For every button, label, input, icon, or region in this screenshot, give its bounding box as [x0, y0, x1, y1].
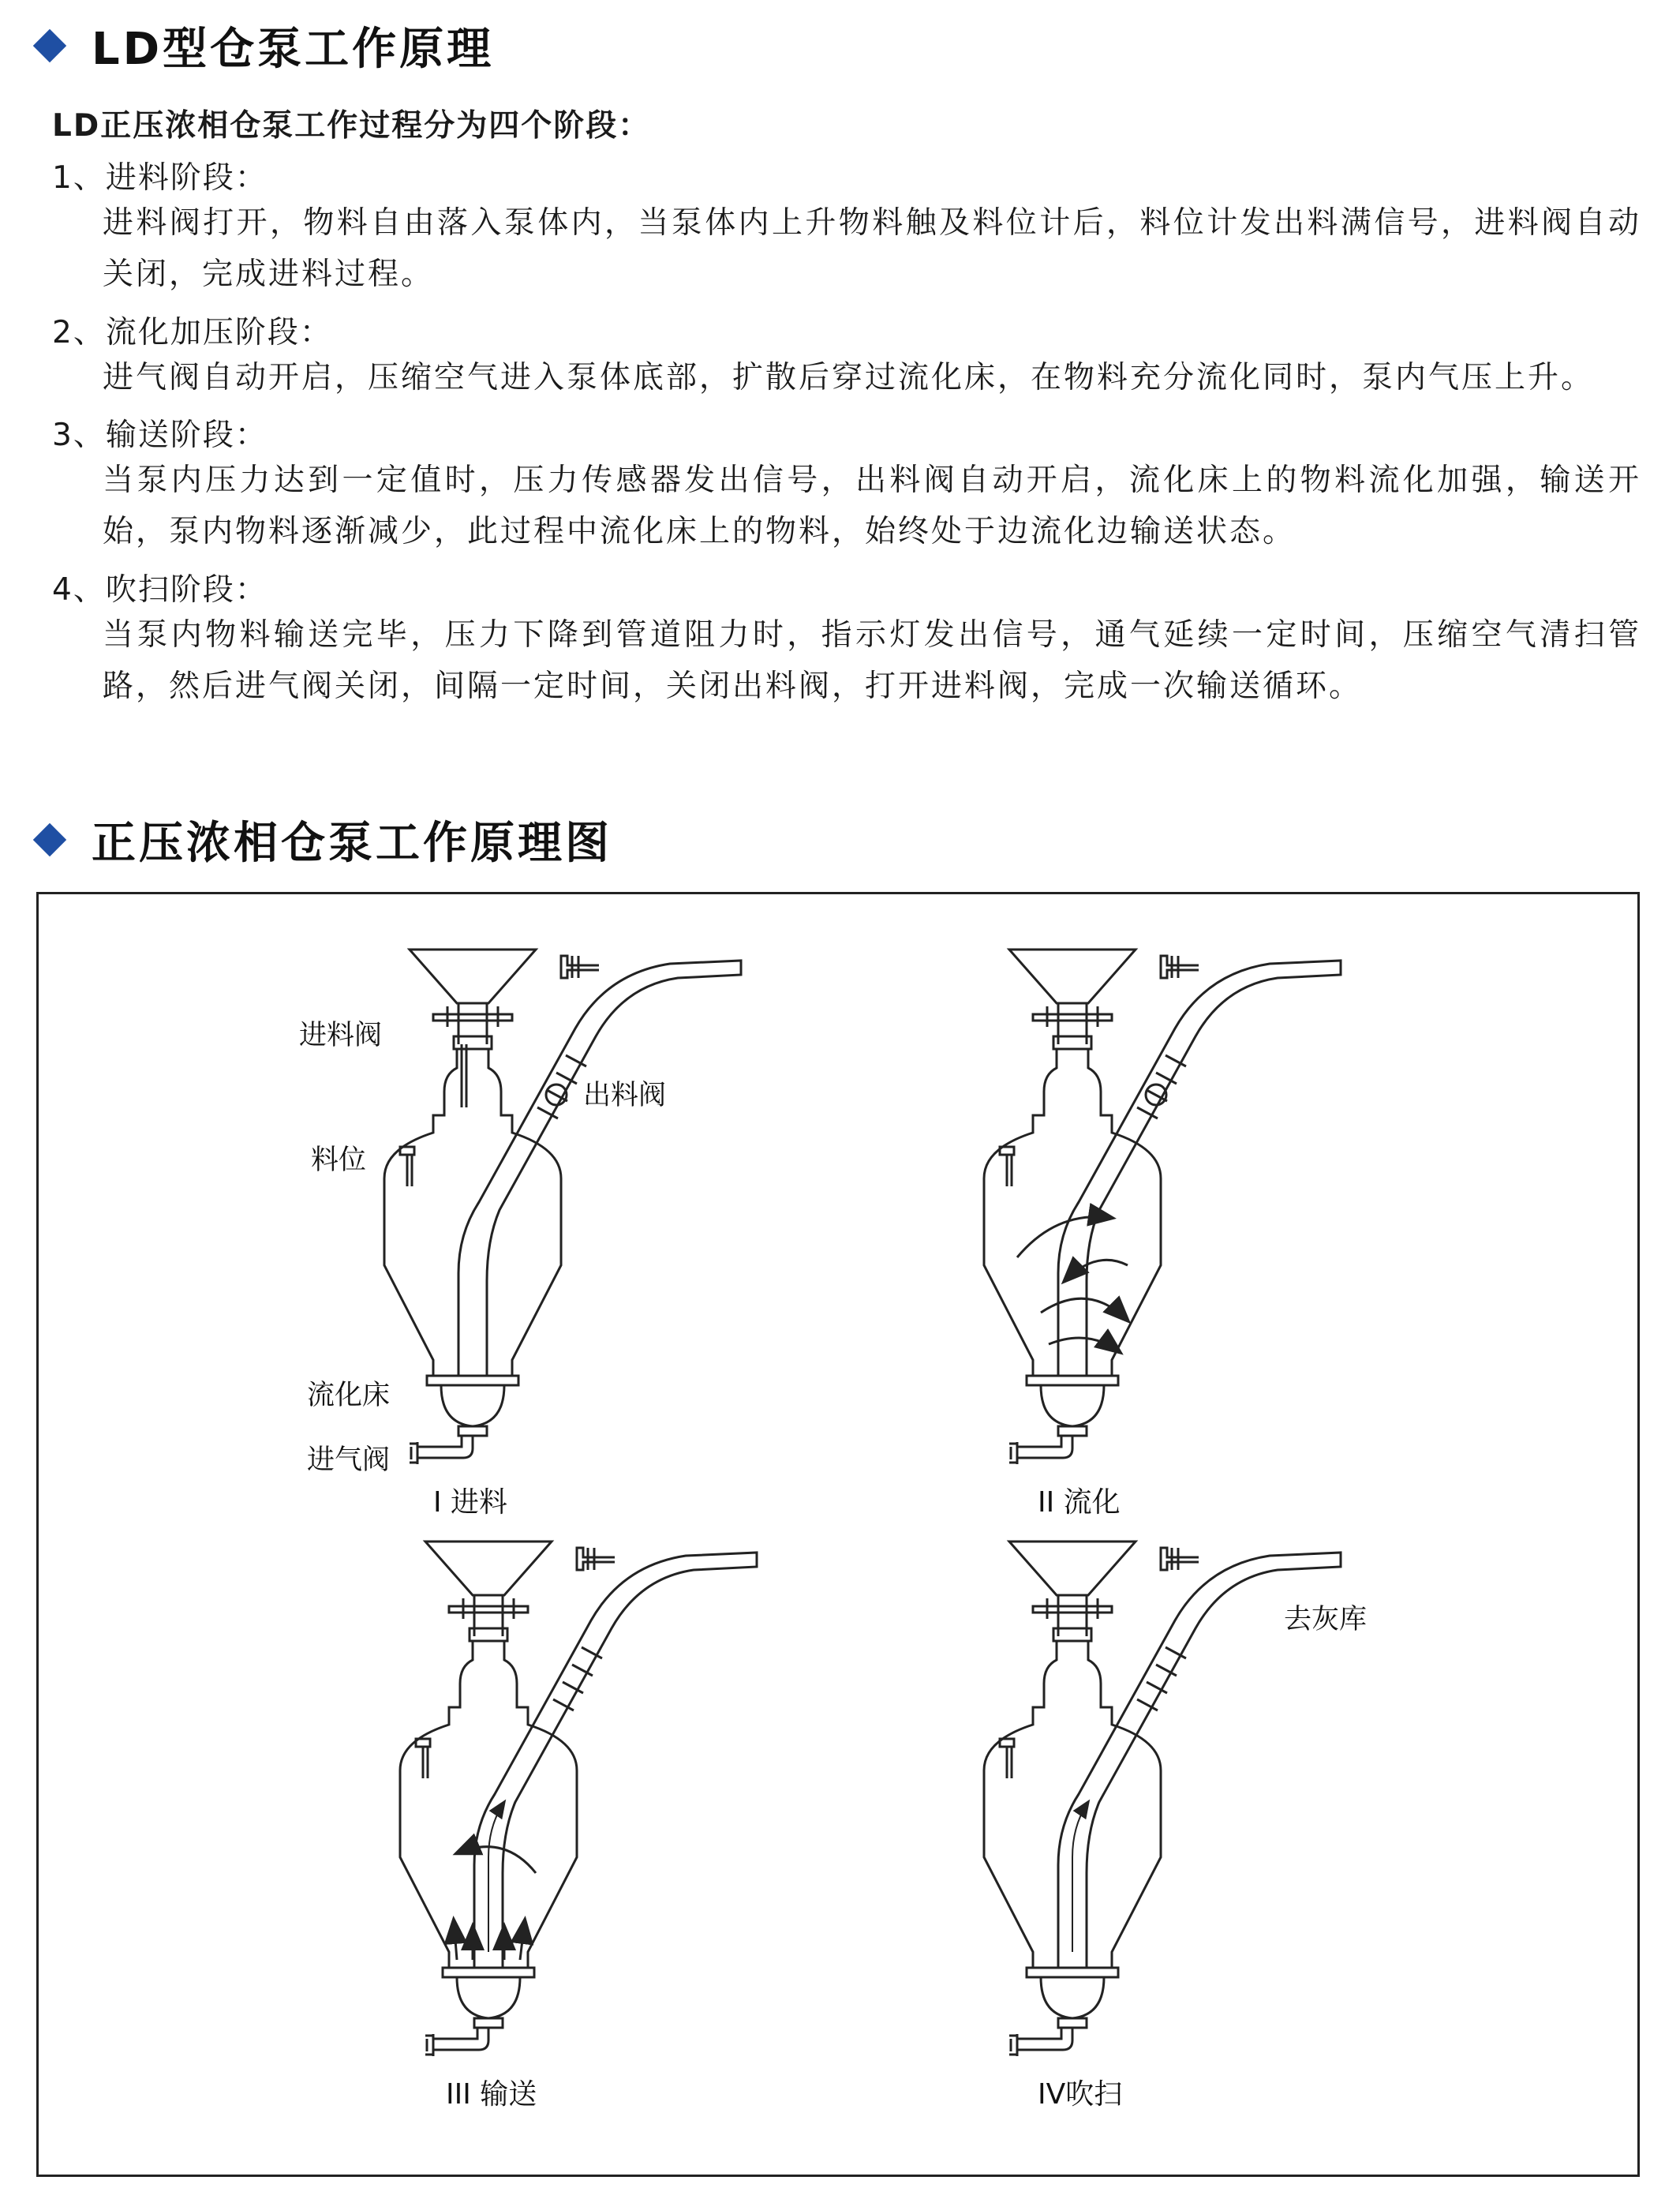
section-heading-principle	[32, 14, 494, 77]
caption-panel-1: I 进料	[433, 1486, 508, 1519]
diamond-bullet-icon	[33, 823, 66, 856]
panel-fluidizing	[984, 950, 1341, 1464]
diamond-bullet-icon	[33, 29, 66, 62]
label-to-silo: 去灰库	[1284, 1604, 1368, 1635]
caption-panel-3: III 输送	[446, 2078, 537, 2111]
stage-title-4: 4、吹扫阶段：	[52, 572, 268, 608]
intro-text: LD正压浓相仓泵工作过程分为四个阶段：	[52, 108, 651, 144]
stage-title-3: 3、输送阶段：	[52, 418, 268, 453]
diagram-section-title: 正压浓相仓泵工作原理图	[92, 818, 612, 869]
label-level-gauge: 料位	[311, 1144, 367, 1176]
section-heading-diagram	[32, 808, 612, 871]
stage-body-2: 进气阀自动开启，压缩空气进入泵体底部，扩散后穿过流化床，在物料充分流化同时，泵内气压上升。	[103, 360, 1595, 395]
stage-title-2: 2、流化加压阶段：	[52, 315, 332, 350]
panel-feeding	[384, 950, 741, 1464]
panel-conveying	[400, 1542, 757, 2056]
stage-body-1: 进料阀打开，物料自由落入泵体内，当泵体内上升物料触及料位计后，料位计发出料满信号，进料阀自动关闭，完成进料过程。	[103, 205, 1641, 292]
pump-diagram	[39, 894, 1637, 2175]
stage-body-4: 当泵内物料输送完毕，压力下降到管道阻力时，指示灯发出信号，通气延续一定时间，压缩空气清扫管路，然后进气阀关闭，间隔一定时间，关闭出料阀，打开进料阀，完成一次输送循环。	[103, 617, 1641, 704]
label-air-valve: 进气阀	[307, 1444, 391, 1476]
label-outlet-valve: 出料阀	[583, 1080, 667, 1111]
stage-title-1: 1、进料阶段：	[52, 160, 268, 196]
section-title: LD型仓泵工作原理	[92, 24, 495, 75]
diagram-frame	[36, 892, 1640, 2177]
caption-panel-4: IV吹扫	[1038, 2078, 1123, 2111]
stage-body-3: 当泵内压力达到一定值时，压力传感器发出信号，出料阀自动开启，流化床上的物料流化加强，输送开始，泵内物料逐渐减少，此过程中流化床上的物料，始终处于边流化边输送状态。	[103, 463, 1641, 549]
label-fluid-bed: 流化床	[307, 1380, 391, 1411]
label-inlet-valve: 进料阀	[299, 1020, 383, 1051]
caption-panel-2: II 流化	[1038, 1486, 1121, 1519]
